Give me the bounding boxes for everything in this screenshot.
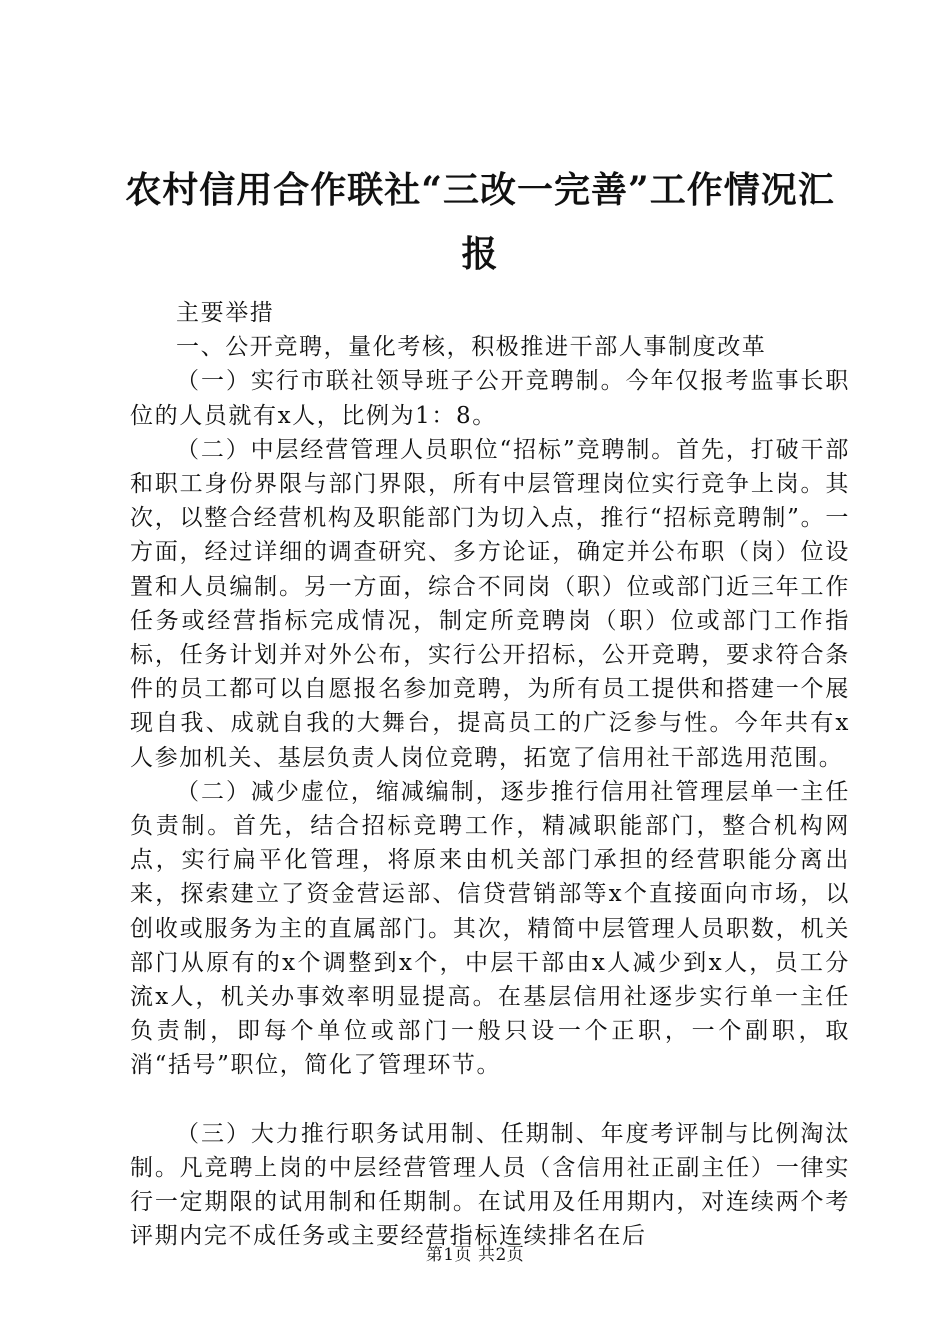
paragraph-item-2: （二）中层经营管理人员职位“招标”竞聘制。首先，打破干部和职工身份界限与部门界限，所有中层管理岗位实行竞争上岗。其次，以整合经营机构及职能部门为切入点，推行“招标竞聘制”。一方面，经过详细的调查研究、多方论证，确定并公布职（岗）位设置和人员编制。另一方面，综合不同岗（职）位或部门近三年工作任务或经营指标完成情况，制定所竞聘岗（职）位或部门工作指标，任务计划并对外公布，实行公开招标，公开竞聘，要求符合条件的员工都可以自愿报名参加竞聘，为所有员工提供和搭建一个展现自我、成就自我的大舞台，提高员工的广泛参与性。今年共有x人参加机关、基层负责人岗位竞聘，拓宽了信用社干部选用范围。 — [130, 436, 850, 771]
paragraph-item-1: （一）实行市联社领导班子公开竞聘制。今年仅报考监事长职位的人员就有x人，比例为1：8。 — [130, 368, 850, 429]
document-body — [130, 296, 850, 1253]
page-footer: 第1页 共2页 — [425, 1245, 525, 1265]
paragraph-item-2b: （二）减少虚位，缩减编制，逐步推行信用社管理层单一主任负责制。首先，结合招标竞聘工作，精减职能部门，整合机构网点，实行扁平化管理，将原来由机关部门承担的经营职能分离出来，探索建立了资金营运部、信贷营销部等x个直接面向市场，以创收或服务为主的直属部门。其次，精简中层管理人员职数，机关部门从原有的x个调整到x个，中层干部由x人减少到x人，员工分流x人，机关办事效率明显提高。在基层信用社逐步实行单一主任负责制，即每个单位或部门一般只设一个正职，一个副职，取消“括号”职位，简化了管理环节。 — [130, 778, 850, 1079]
section-heading-one: 一、公开竞聘，量化考核，积极推进干部人事制度改革 — [176, 334, 767, 361]
paragraph-item-3: （三）大力推行职务试用制、任期制、年度考评制与比例淘汰制。凡竞聘上岗的中层经营管理人员（含信用社正副主任）一律实行一定期限的试用制和任期制。在试用及任用期内，对连续两个考评期内完不成任务或主要经营指标连续排名在后 — [130, 1120, 850, 1250]
document-title: 农村信用合作联社“三改一完善”工作情况汇报 — [125, 169, 835, 275]
section-heading-main-measures: 主要举措 — [176, 300, 275, 326]
